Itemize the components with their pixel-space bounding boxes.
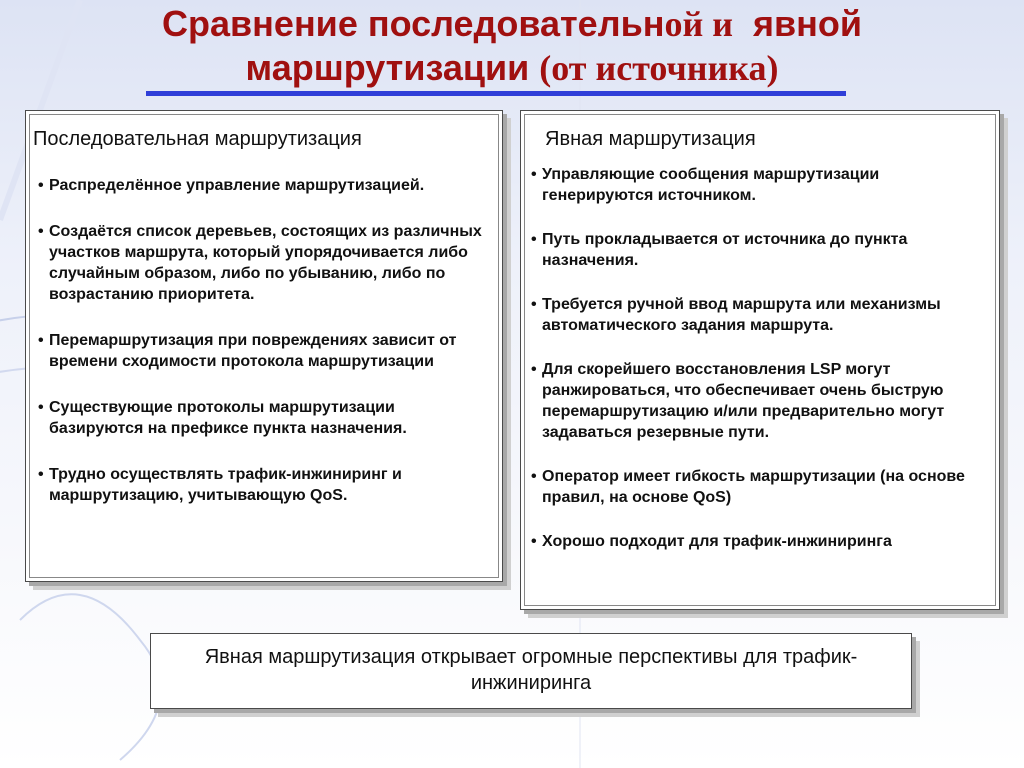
explicit-routing-heading: Явная маршрутизация — [545, 128, 756, 150]
title-part-serif: ой и — [664, 4, 733, 44]
list-item: • Существующие протоколы маршрутизации базируются на префиксе пункта назначения. — [32, 397, 487, 439]
list-item: • Трудно осуществлять трафик-инжиниринг и маршрутизацию, учитывающую QoS. — [32, 464, 487, 506]
list-item: • Распределённое управление маршрутизацией. — [32, 175, 487, 196]
sequential-routing-list — [32, 175, 487, 531]
list-item: • Управляющие сообщения маршрутизации генерируются источником. — [525, 164, 990, 206]
list-item: • Путь прокладывается от источника до пункта назначения. — [525, 229, 990, 271]
title-part-sans: Сравнение последовательн — [162, 3, 665, 44]
summary-box — [150, 633, 912, 709]
title-part-end: явной — [752, 3, 862, 44]
slide-title-line-1 — [0, 0, 1024, 48]
list-item: • Перемаршрутизация при повреждениях зависит от времени сходимости протокола маршрутизации — [32, 330, 487, 372]
list-item: • Оператор имеет гибкость маршрутизации (на основе правил, на основе QoS) — [525, 466, 990, 508]
summary-text: Явная маршрутизация открывает огромные перспективы для трафик-инжиниринга — [204, 646, 858, 694]
list-item: • Хорошо подходит для трафик-инжиниринга — [525, 531, 990, 552]
list-item: • Для скорейшего восстановления LSP могут ранжироваться, что обеспечивает очень быструю перемаршрутизацию и/или предварительно могут задаваться резервные пути. — [525, 359, 990, 443]
sequential-routing-heading: Последовательная маршрутизация — [33, 128, 362, 150]
title-underline — [146, 91, 846, 96]
title-line2-sans: маршрутизации — [245, 47, 530, 88]
title-line2-serif: (от источника) — [539, 48, 779, 88]
list-item: • Создаётся список деревьев, состоящих из различных участков маршрута, который упорядочивается либо случайным образом, либо по убыванию, либо по возрастанию приоритета. — [32, 221, 487, 305]
list-item: • Требуется ручной ввод маршрута или механизмы автоматического задания маршрута. — [525, 294, 990, 336]
explicit-routing-list — [525, 164, 990, 575]
slide-title-line-2 — [0, 44, 1024, 92]
